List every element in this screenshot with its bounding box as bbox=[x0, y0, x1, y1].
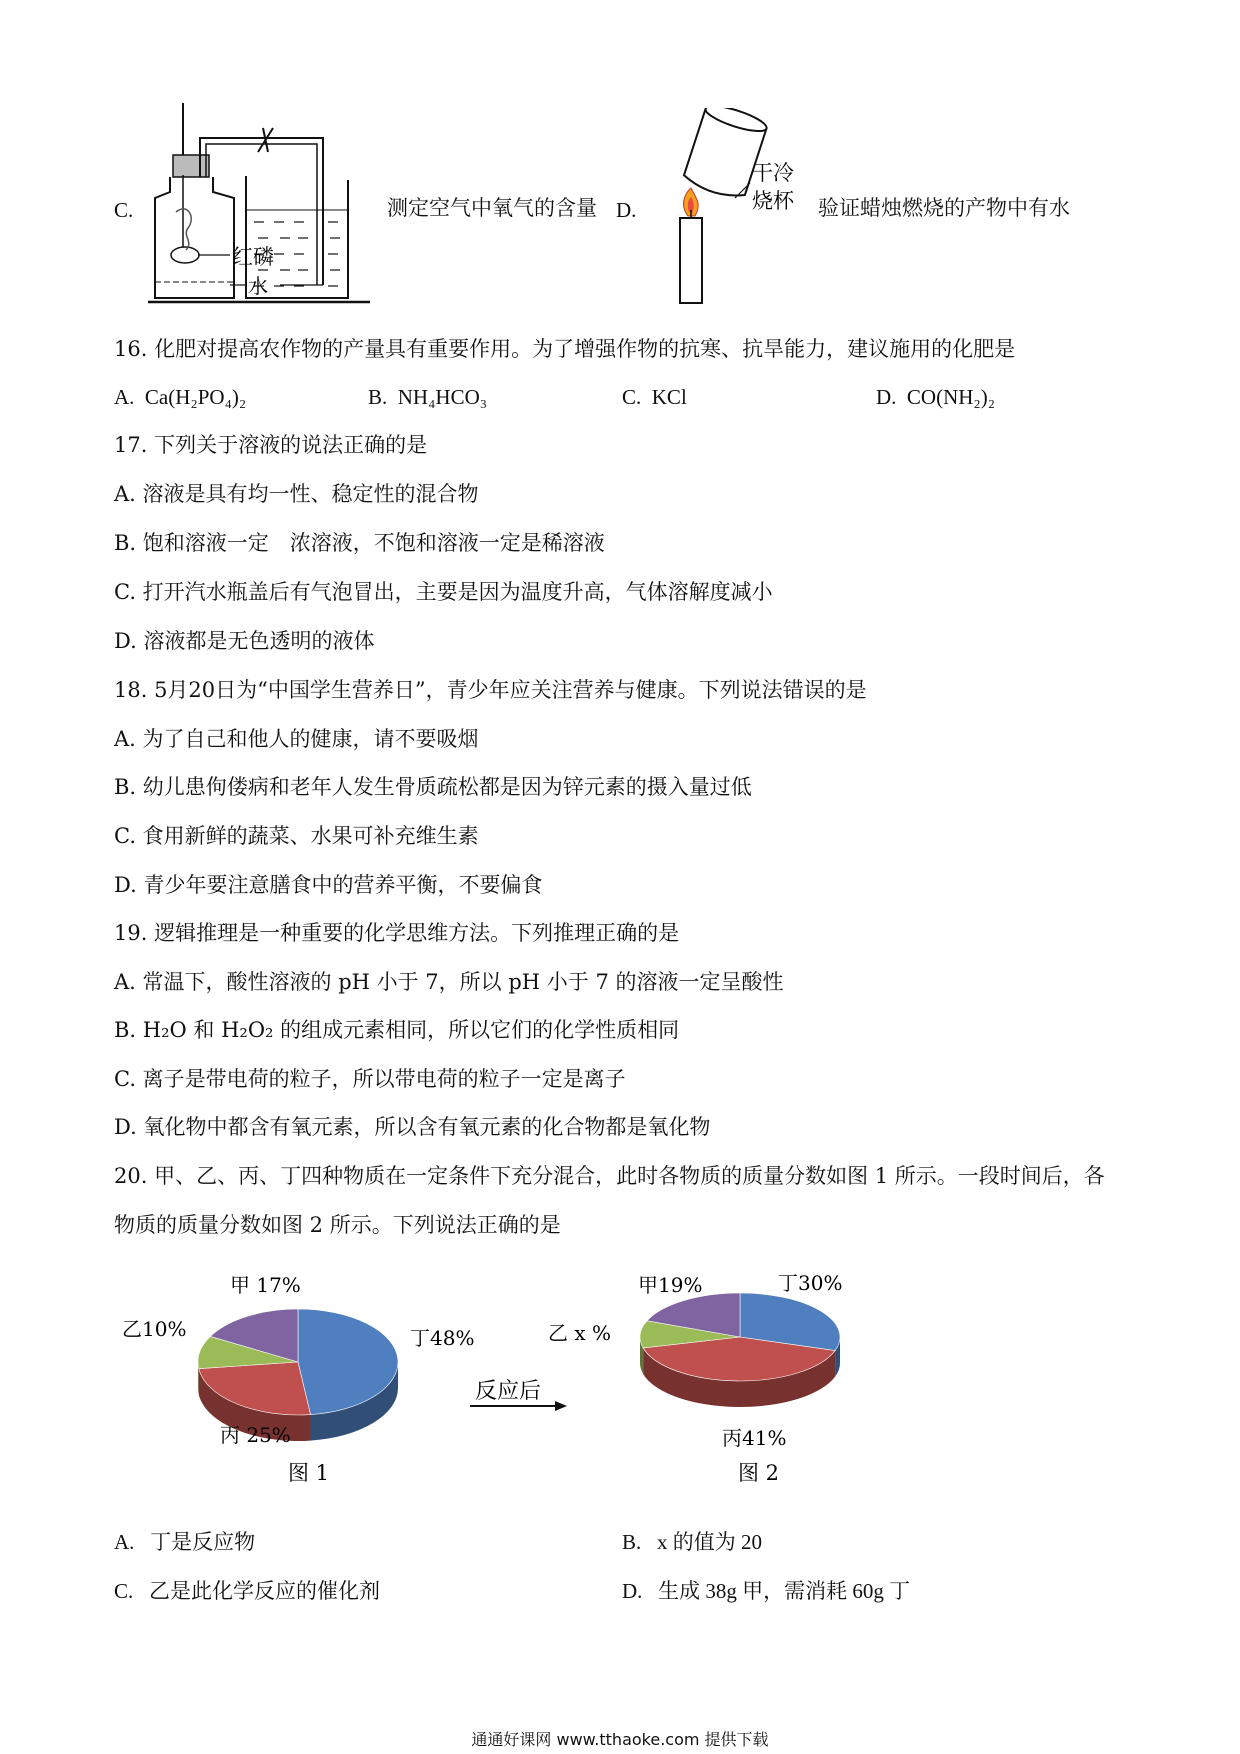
q18-stem: 18. 5月20日为“中国学生营养日”，青少年应关注营养与健康。下列说法错误的是 bbox=[114, 678, 867, 702]
q16-option-a bbox=[114, 383, 246, 411]
q15-label-water: 水 bbox=[248, 274, 268, 298]
pie1-label-yi: 乙10% bbox=[122, 1317, 187, 1341]
q20-option-b-text: x 的值为 20 bbox=[657, 1530, 763, 1554]
q20-option-a bbox=[114, 1528, 255, 1556]
q20-pie-charts bbox=[110, 1262, 1130, 1502]
q16-option-d-text: CO(NH₂)₂ bbox=[906, 385, 996, 409]
q16-option-a-label: A. bbox=[114, 385, 135, 409]
q16-option-b bbox=[368, 383, 487, 411]
q20-option-d-text: 生成 38g 甲，需消耗 60g 丁 bbox=[658, 1579, 911, 1603]
q16-option-b-label: B. bbox=[368, 385, 388, 409]
q15-option-d-text: 验证蜡烛燃烧的产物中有水 bbox=[818, 196, 1070, 220]
q16-option-d-label: D. bbox=[876, 385, 897, 409]
pie1-label-jia: 甲 17% bbox=[230, 1273, 301, 1297]
q15-label-dry-cold: 干冷 bbox=[752, 161, 794, 185]
q15-figure-d-candle-beaker bbox=[660, 108, 810, 308]
pie1-figure-title: 图 1 bbox=[288, 1461, 330, 1485]
q17-option-c: C. 打开汽水瓶盖后有气泡冒出，主要是因为温度升高，气体溶解度减小 bbox=[114, 580, 773, 604]
q20-option-a-label: A. bbox=[114, 1530, 135, 1554]
q15-figure-c-phosphorus-apparatus bbox=[148, 100, 378, 310]
q18-option-a: A. 为了自己和他人的健康，请不要吸烟 bbox=[114, 727, 479, 751]
q15-label-beaker: 烧杯 bbox=[752, 189, 794, 213]
pie-chart-1 bbox=[198, 1309, 398, 1441]
q16-option-b-text: NH₄HCO₃ bbox=[397, 385, 488, 409]
q19-option-a: A. 常温下，酸性溶液的 pH 小于 7，所以 pH 小于 7 的溶液一定呈酸性 bbox=[114, 970, 784, 994]
q20-option-d bbox=[622, 1577, 910, 1605]
q15-option-c-label: C. bbox=[114, 198, 134, 222]
pie2-label-bing: 丙41% bbox=[722, 1426, 787, 1450]
pie1-label-ding: 丁48% bbox=[410, 1326, 475, 1350]
q20-stem-line2: 物质的质量分数如图 2 所示。下列说法正确的是 bbox=[114, 1213, 561, 1237]
q17-option-b: B. 饱和溶液一定 浓溶液，不饱和溶液一定是稀溶液 bbox=[114, 531, 605, 555]
q16-option-c-text: KCl bbox=[651, 385, 687, 409]
q16-option-d bbox=[876, 383, 995, 411]
q20-stem-line1: 20. 甲、乙、丙、丁四种物质在一定条件下充分混合，此时各物质的质量分数如图 1 所示。一段时间后，各 bbox=[114, 1164, 1105, 1188]
q18-option-d: D. 青少年要注意膳食中的营养平衡，不要偏食 bbox=[114, 873, 543, 897]
q20-option-a-text: 丁是反应物 bbox=[150, 1530, 256, 1554]
q20-option-d-label: D. bbox=[622, 1579, 643, 1603]
q17-stem: 17. 下列关于溶液的说法正确的是 bbox=[114, 433, 428, 457]
q20-option-b bbox=[622, 1528, 762, 1556]
pie2-label-jia: 甲19% bbox=[638, 1273, 703, 1297]
q18-option-c: C. 食用新鲜的蔬菜、水果可补充维生素 bbox=[114, 824, 479, 848]
pie-chart-2 bbox=[640, 1293, 840, 1407]
arrow-label: 反应后 bbox=[475, 1379, 542, 1404]
q15-option-c-text: 测定空气中氧气的含量 bbox=[387, 196, 597, 220]
q18-option-b: B. 幼儿患佝偻病和老年人发生骨质疏松都是因为锌元素的摄入量过低 bbox=[114, 775, 752, 799]
pie2-label-ding: 丁30% bbox=[778, 1271, 843, 1295]
pie1-label-bing: 丙 25% bbox=[220, 1423, 291, 1447]
pie2-label-yi: 乙 x % bbox=[548, 1321, 611, 1345]
q17-option-a: A. 溶液是具有均一性、稳定性的混合物 bbox=[114, 482, 479, 506]
q19-option-b: B. H₂O 和 H₂O₂ 的组成元素相同，所以它们的化学性质相同 bbox=[114, 1018, 680, 1042]
q19-option-d: D. 氧化物中都含有氧元素，所以含有氧元素的化合物都是氧化物 bbox=[114, 1115, 711, 1139]
q19-stem: 19. 逻辑推理是一种重要的化学思维方法。下列推理正确的是 bbox=[114, 921, 680, 945]
pie2-figure-title: 图 2 bbox=[738, 1461, 780, 1485]
reaction-arrow bbox=[470, 1379, 567, 1411]
q16-stem: 16. 化肥对提高农作物的产量具有重要作用。为了增强作物的抗寒、抗旱能力，建议施用的化肥是 bbox=[114, 337, 1016, 361]
q16-option-c bbox=[622, 383, 687, 411]
q19-option-c: C. 离子是带电荷的粒子，所以带电荷的粒子一定是离子 bbox=[114, 1067, 626, 1091]
q15-option-d-label: D. bbox=[616, 198, 637, 222]
q16-option-a-text: Ca(H₂PO₄)₂ bbox=[144, 385, 247, 409]
q15-label-red-phosphorus: 红磷 bbox=[232, 245, 274, 269]
q20-option-c-label: C. bbox=[114, 1579, 134, 1603]
page-footer: 通通好课网 www.tthaoke.com 提供下载 bbox=[471, 1730, 769, 1749]
q17-option-d: D. 溶液都是无色透明的液体 bbox=[114, 629, 375, 653]
q20-option-b-label: B. bbox=[622, 1530, 642, 1554]
q16-option-c-label: C. bbox=[622, 385, 642, 409]
q20-option-c bbox=[114, 1577, 380, 1605]
q20-option-c-text: 乙是此化学反应的催化剂 bbox=[149, 1579, 381, 1603]
